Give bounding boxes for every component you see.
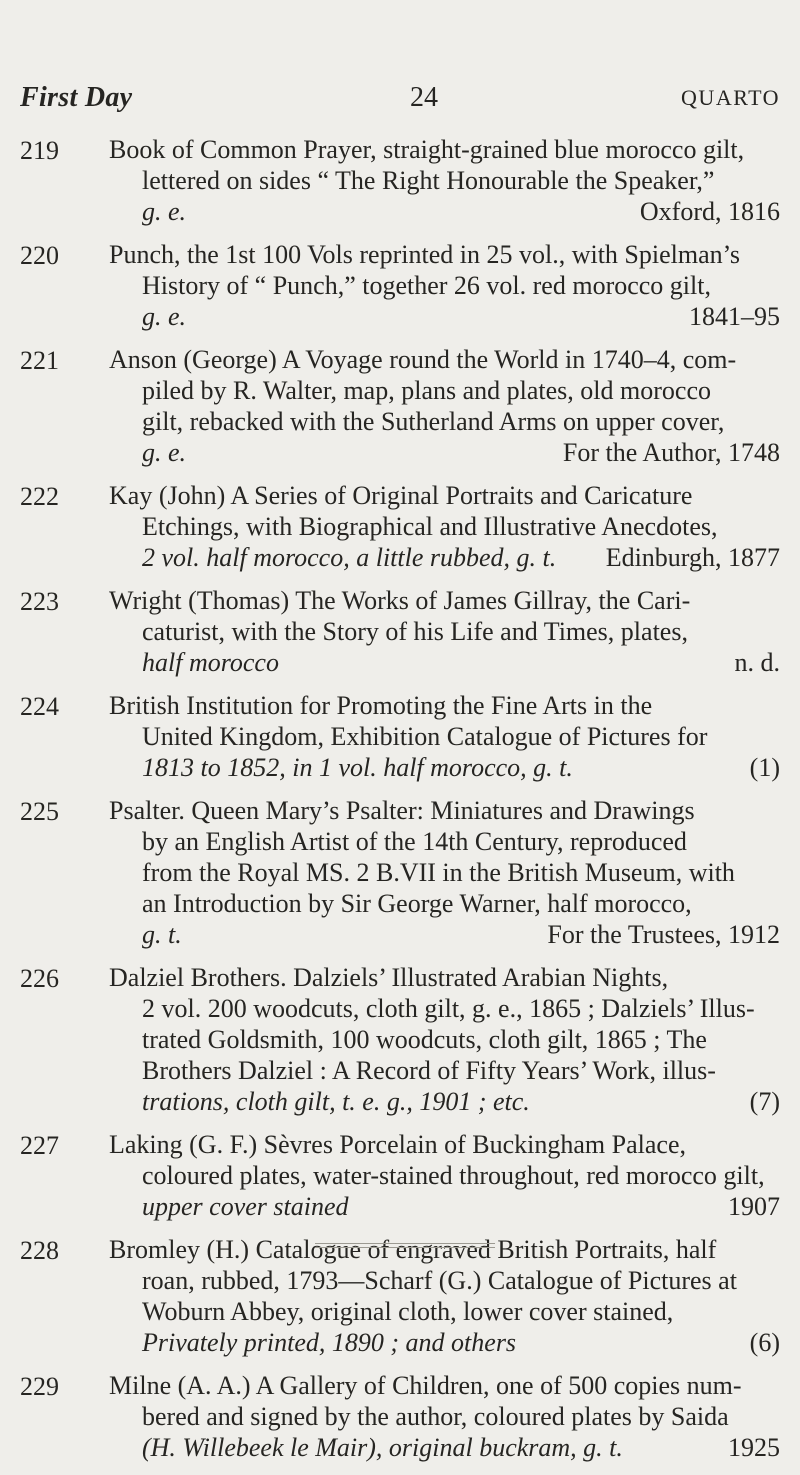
description-line: Laking (G. F.) Sèvres Porcelain of Buckingham Palace, [109,1130,686,1159]
description-line: Punch, the 1st 100 Vols reprinted in 25 vol., with Spielman’s [109,240,740,269]
binding-note: 2 vol. half morocco, a little rubbed, g. t. [142,543,557,572]
lot-entry [20,344,780,468]
lot-entry [20,1129,780,1222]
description-line: bered and signed by the author, coloured plates by Saida [142,1402,729,1431]
imprint-line [109,647,780,678]
lot-number: 221 [20,346,59,375]
description-line: caturist, with the Story of his Life and Times, plates, [142,617,688,646]
imprint-date: Oxford, 1816 [639,197,780,226]
description-line: British Institution for Promoting the Fine Arts in the [109,691,653,720]
closing-rule [315,1243,495,1248]
lot-number: 229 [20,1372,59,1401]
format-heading: QUARTO [681,85,780,110]
description-line: roan, rubbed, 1793—Scharf (G.) Catalogue of Pictures at [142,1266,737,1295]
lot-entry [20,1234,780,1358]
description-line: gilt, rebacked with the Sutherland Arms on upper cover, [142,407,725,436]
description-line: History of “ Punch,” together 26 vol. red morocco gilt, [142,271,711,300]
imprint-date: (1) [749,753,780,782]
binding-note: g. e. [142,438,187,467]
imprint-date: 1841–95 [689,302,780,331]
description-line: Bromley (H.) Catalogue of engraved British Portraits, half [109,1235,717,1264]
imprint-date: For the Trustees, 1912 [547,920,780,949]
lot-description [109,690,780,783]
lot-description [109,134,780,227]
description-line: Brothers Dalziel : A Record of Fifty Years’ Work, illus- [142,1056,716,1085]
description-line: Dalziel Brothers. Dalziels’ Illustrated Arabian Nights, [109,963,669,992]
imprint-line [109,301,780,332]
description-line: lettered on sides “ The Right Honourable the Speaker,” [142,166,715,195]
lot-entry [20,134,780,227]
lot-description [109,344,780,468]
binding-note: upper cover stained [142,1192,349,1221]
binding-note: 1813 to 1852, in 1 vol. half morocco, g. t. [142,753,573,782]
description-line: Kay (John) A Series of Original Portraits and Caricature [109,481,693,510]
imprint-line [109,542,780,573]
imprint-line [109,1191,780,1222]
page-number: 24 [410,82,438,113]
lot-entry [20,239,780,332]
imprint-line [109,919,780,950]
imprint-line [109,196,780,227]
description-line: by an English Artist of the 14th Century, reproduced [142,827,687,856]
lot-number: 225 [20,797,59,826]
binding-note: g. e. [142,197,187,226]
binding-note: trations, cloth gilt, t. e. g., 1901 ; etc. [142,1087,530,1116]
description-line: Woburn Abbey, original cloth, lower cover stained, [142,1297,674,1326]
description-line: Book of Common Prayer, straight-grained blue morocco gilt, [109,135,745,164]
lot-number: 219 [20,136,59,165]
day-heading: First Day [20,82,133,113]
description-line: Anson (George) A Voyage round the World in 1740–4, com- [109,345,737,374]
binding-note: (H. Willebeek le Mair), original buckram, g. t. [142,1433,623,1462]
lot-description [109,585,780,678]
imprint-date: (6) [749,1328,780,1357]
lot-number: 226 [20,964,59,993]
lot-entry [20,1370,780,1463]
description-line: an Introduction by Sir George Warner, half morocco, [142,889,692,918]
description-line: Wright (Thomas) The Works of James Gillray, the Cari- [109,586,691,615]
lot-entry [20,690,780,783]
lot-number: 220 [20,241,59,270]
imprint-line [109,1432,780,1463]
lot-list [20,134,780,1475]
lot-entry [20,480,780,573]
imprint-date: 1925 [728,1433,780,1462]
lot-number: 222 [20,482,59,511]
imprint-date: 1907 [728,1192,780,1221]
lot-number: 228 [20,1236,59,1265]
imprint-line [109,1327,780,1358]
description-line: trated Goldsmith, 100 woodcuts, cloth gilt, 1865 ; The [142,1025,707,1054]
lot-description [109,795,780,950]
imprint-date: n. d. [734,648,780,677]
lot-description [109,239,780,332]
imprint-date: For the Author, 1748 [562,438,780,467]
lot-entry [20,585,780,678]
binding-note: Privately printed, 1890 ; and others [142,1328,517,1357]
description-line: Psalter. Queen Mary’s Psalter: Miniatures and Drawings [109,796,695,825]
lot-description [109,480,780,573]
description-line: from the Royal MS. 2 B.VII in the British Museum, with [142,858,735,887]
lot-description [109,1234,780,1358]
page-header [20,78,780,118]
lot-number: 224 [20,692,59,721]
imprint-date: Edinburgh, 1877 [605,543,780,572]
imprint-line [109,752,780,783]
imprint-line [109,437,780,468]
binding-note: g. t. [142,920,182,949]
lot-description [109,962,780,1117]
description-line: United Kingdom, Exhibition Catalogue of Pictures for [142,722,708,751]
binding-note: half morocco [142,648,279,677]
lot-description [109,1129,780,1222]
description-line: coloured plates, water-stained throughout, red morocco gilt, [142,1161,765,1190]
imprint-date: (7) [749,1087,780,1116]
lot-entry [20,795,780,950]
description-line: Milne (A. A.) A Gallery of Children, one of 500 copies num- [109,1371,742,1400]
imprint-line [109,1086,780,1117]
description-line: piled by R. Walter, map, plans and plates, old morocco [142,376,711,405]
description-line: Etchings, with Biographical and Illustrative Anecdotes, [142,512,718,541]
lot-number: 223 [20,587,59,616]
lot-description [109,1370,780,1463]
binding-note: g. e. [142,302,187,331]
description-line: 2 vol. 200 woodcuts, cloth gilt, g. e., 1865 ; Dalziels’ Illus- [142,994,755,1023]
lot-entry [20,962,780,1117]
lot-number: 227 [20,1131,59,1160]
